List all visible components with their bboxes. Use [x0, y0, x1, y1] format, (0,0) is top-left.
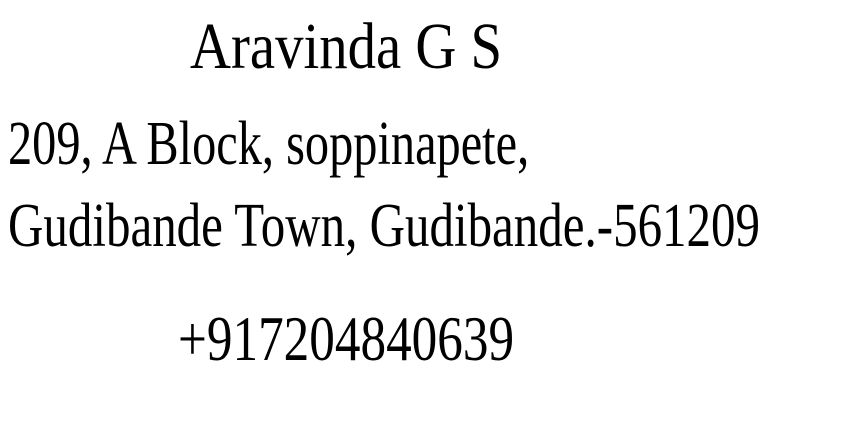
- address-line-2: Gudibande Town, Gudibande.-561209: [8, 192, 761, 260]
- contact-name: Aravinda G S: [190, 10, 503, 83]
- phone-number: +917204840639: [178, 303, 515, 374]
- address-line-1: 209, A Block, soppinapete,: [8, 110, 530, 178]
